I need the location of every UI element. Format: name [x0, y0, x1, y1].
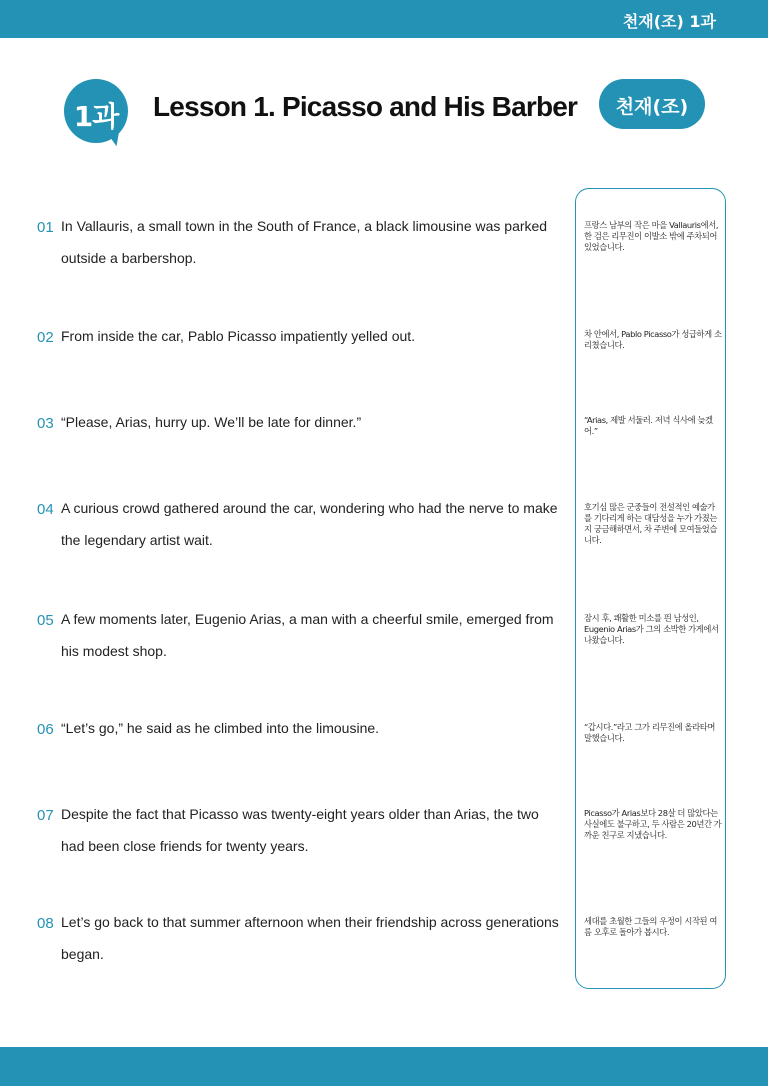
sentence-number: 01	[37, 219, 54, 236]
sentence-text: Let’s go back to that summer afternoon when their friendship across generations began.	[61, 914, 559, 962]
sentence-number: 04	[37, 501, 54, 518]
sentence-number: 08	[37, 915, 54, 932]
sentence-translation: 차 안에서, Pablo Picasso가 성급하게 소리쳤습니다.	[584, 329, 722, 350]
sentence-translation: Picasso가 Arias보다 28살 더 많았다는 사실에도 불구하고, 두 사람은 20년간 가까운 친구로 지냈습니다.	[584, 808, 722, 840]
sentence-translation: 프랑스 남부의 작은 마을 Vallauris에서, 한 검은 리무진이 이발소 밖에 주차되어 있었습니다.	[584, 220, 719, 252]
publisher-label: 천재(조)	[615, 96, 689, 118]
sentence-translation: “갑시다.”라고 그가 리무진에 올라타며 말했습니다.	[584, 722, 715, 743]
lesson-badge-label: 1과	[73, 100, 119, 133]
sentence-text: “Let’s go,” he said as he climbed into the limousine.	[61, 720, 380, 736]
sentence-text: A few moments later, Eugenio Arias, a man with a cheerful smile, emerged from his modest shop.	[61, 611, 554, 659]
sentence-text: A curious crowd gathered around the car, wondering who had the nerve to make the legendary artist wait.	[61, 500, 558, 548]
sentence-number: 05	[37, 612, 54, 629]
sentence-text: “Please, Arias, hurry up. We’ll be late for dinner.”	[61, 414, 362, 430]
sentence-number: 06	[37, 721, 54, 738]
sentence-text: In Vallauris, a small town in the South of France, a black limousine was parked outside a barbershop.	[61, 218, 548, 266]
top-bar	[0, 0, 768, 38]
sentence-text: From inside the car, Pablo Picasso impatiently yelled out.	[61, 328, 416, 344]
sentence-text: Despite the fact that Picasso was twenty-eight years older than Arias, the two had been close friends for twenty years.	[61, 806, 539, 854]
bottom-bar	[0, 1047, 768, 1086]
sentence-translation: 잠시 후, 쾌활한 미소를 띈 남성인, Eugenio Arias가 그의 소박한 가게에서 나왔습니다.	[584, 613, 719, 645]
page-title: Lesson 1. Picasso and His Barber	[153, 91, 578, 122]
sentence-number: 03	[37, 415, 54, 432]
sentence-translation: “Arias, 제발 서둘러. 저녁 식사에 늦겠어.”	[584, 415, 713, 436]
sentence-number: 02	[37, 329, 54, 346]
lesson-badge	[64, 79, 128, 143]
translation-panel	[575, 188, 726, 989]
publisher-badge	[599, 79, 705, 129]
sentence-translation: 호기심 많은 군중들이 전설적인 예술가를 기다리게 하는 대담성을 누가 가졌는지 궁금해하면서, 차 주변에 모여들었습니다.	[584, 502, 718, 545]
sentence-translation: 세대를 초월한 그들의 우정이 시작된 여름 오후로 돌아가 봅시다.	[584, 916, 718, 937]
sentence-number: 07	[37, 807, 54, 824]
header-tag: 천재(조) 1과	[622, 12, 716, 31]
